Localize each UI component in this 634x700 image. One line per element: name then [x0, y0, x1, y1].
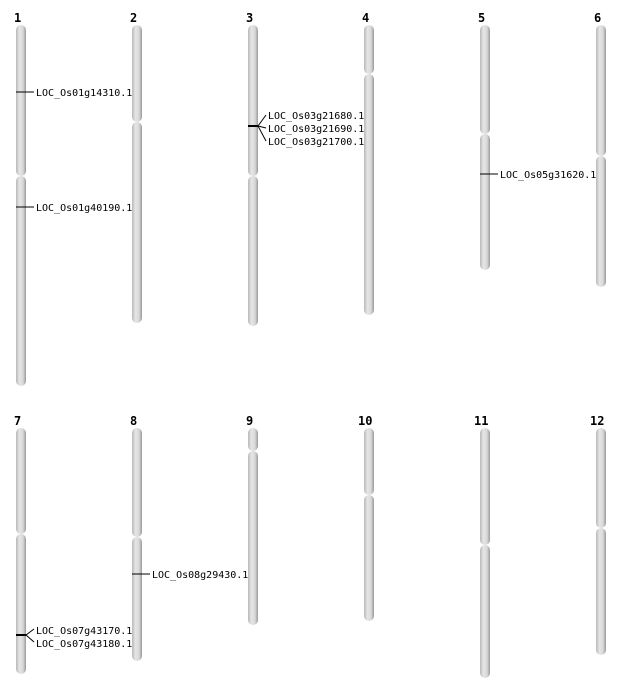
- chromosome-3: [248, 25, 258, 326]
- chromosome-label-3: 3: [246, 11, 254, 25]
- chromosome-arm-short: [132, 25, 142, 122]
- gene-label: LOC_Os05g31620.1: [500, 170, 597, 181]
- chromosome-arm-short: [248, 25, 258, 176]
- chromosome-arm-short: [480, 25, 490, 134]
- chromosome-label-11: 11: [474, 414, 489, 428]
- chromosome-arm-long: [480, 545, 490, 678]
- chromosome-arm-long: [132, 537, 142, 661]
- chromosome-label-12: 12: [590, 414, 605, 428]
- gene-label: LOC_Os01g40190.1: [36, 203, 133, 214]
- chromosome-arm-short: [596, 428, 606, 528]
- chromosome-6: [596, 25, 606, 287]
- chromosome-arm-long: [596, 528, 606, 655]
- chromosome-8: [132, 428, 142, 661]
- chromosome-arm-long: [364, 74, 374, 315]
- chromosome-4: [364, 25, 374, 315]
- chromosome-label-7: 7: [14, 414, 22, 428]
- chromosome-arm-short: [16, 428, 26, 534]
- chromosome-arm-long: [364, 495, 374, 621]
- chromosome-label-8: 8: [130, 414, 138, 428]
- chromosome-label-6: 6: [594, 11, 602, 25]
- chromosome-arm-short: [248, 428, 258, 451]
- chromosome-label-9: 9: [246, 414, 254, 428]
- gene-marker-connector: [26, 629, 34, 635]
- gene-label: LOC_Os03g21700.1: [268, 137, 365, 148]
- chromosome-arm-short: [364, 25, 374, 74]
- chromosome-label-1: 1: [14, 11, 22, 25]
- chromosome-arm-long: [248, 176, 258, 326]
- gene-label: LOC_Os03g21680.1: [268, 111, 365, 122]
- chromosome-5: [480, 25, 490, 270]
- chromosome-arm-long: [596, 156, 606, 287]
- chromosome-arm-long: [132, 122, 142, 323]
- gene-marker-group: [16, 88, 596, 650]
- gene-marker-connector: [26, 635, 34, 642]
- chromosome-7: [16, 428, 26, 674]
- chromosome-label-4: 4: [362, 11, 370, 25]
- chromosome-1: [16, 25, 26, 386]
- gene-label: LOC_Os07g43170.1: [36, 626, 133, 637]
- chromosome-arm-short: [596, 25, 606, 156]
- chromosome-label-2: 2: [130, 11, 138, 25]
- chromosome-arm-long: [248, 451, 258, 625]
- chromosome-arm-long: [480, 134, 490, 270]
- chromosome-arm-short: [132, 428, 142, 537]
- gene-label: LOC_Os08g29430.1: [152, 570, 249, 581]
- gene-label: LOC_Os01g14310.1: [36, 88, 133, 99]
- chromosome-10: [364, 428, 374, 621]
- gene-marker-connector: [258, 115, 266, 126]
- chromosome-12: [596, 428, 606, 655]
- chromosome-9: [248, 428, 258, 625]
- chromosome-2: [132, 25, 142, 323]
- chromosome-arm-short: [480, 428, 490, 545]
- chromosome-label-10: 10: [358, 414, 373, 428]
- chromosome-arm-short: [16, 25, 26, 176]
- gene-label: LOC_Os07g43180.1: [36, 639, 133, 650]
- gene-label: LOC_Os03g21690.1: [268, 124, 365, 135]
- chromosome-label-5: 5: [478, 11, 486, 25]
- gene-marker-connector: [258, 126, 266, 141]
- chromosome-arm-short: [364, 428, 374, 495]
- chromosome-arm-long: [16, 534, 26, 674]
- chromosome-11: [480, 428, 490, 678]
